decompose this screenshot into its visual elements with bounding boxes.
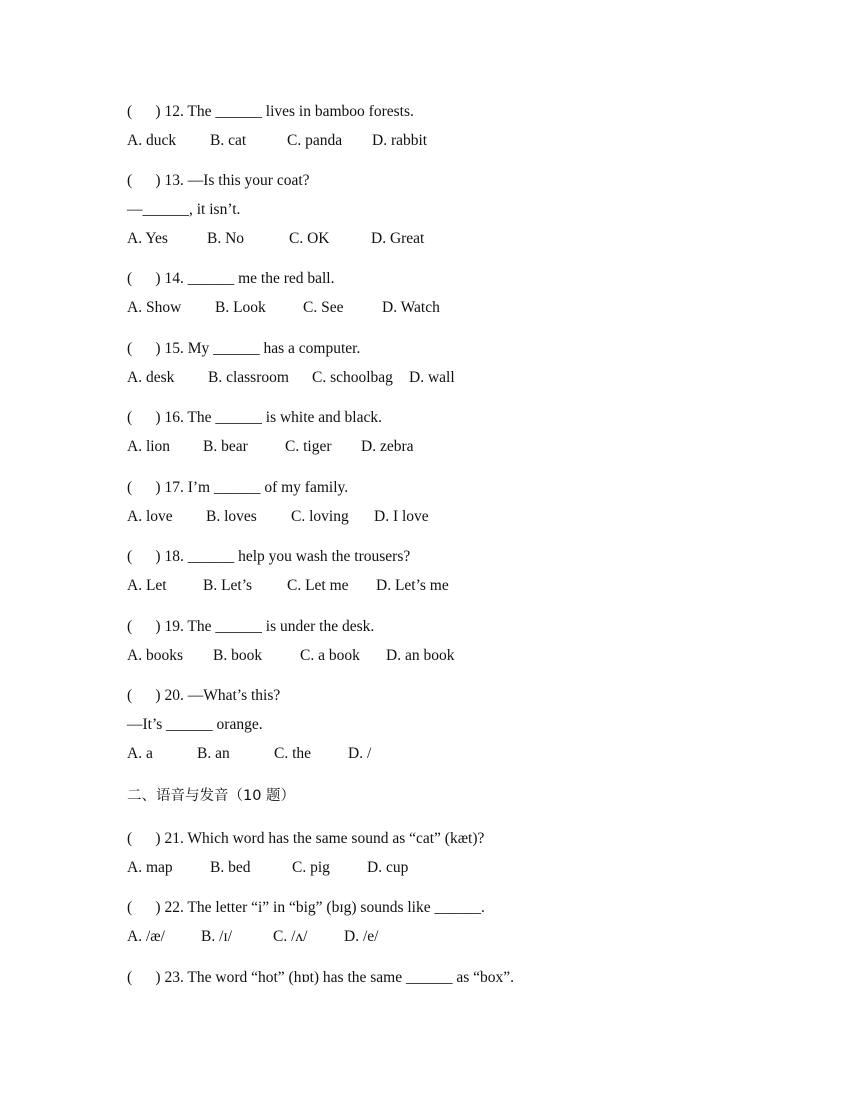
q21-option-b: B. bed bbox=[210, 859, 251, 876]
q19-option-d: D. an book bbox=[386, 647, 455, 664]
q17-option-d: D. I love bbox=[374, 508, 429, 525]
question-14-options bbox=[127, 298, 727, 318]
q16-option-a: A. lion bbox=[127, 438, 171, 455]
q15-option-c: C. schoolbag bbox=[312, 369, 393, 386]
question-18-stem: ( ) 18. ______ help you wash the trousers? bbox=[127, 548, 411, 565]
q17-option-b: B. loves bbox=[206, 508, 257, 525]
q22-option-c: C. /ʌ/ bbox=[273, 928, 308, 945]
q17-option-c: C. loving bbox=[291, 508, 349, 525]
question-22-options bbox=[127, 927, 727, 947]
question-19-options bbox=[127, 646, 727, 666]
question-20-stem: ( ) 20. —What’s this? bbox=[127, 687, 281, 704]
q16-option-c: C. tiger bbox=[285, 438, 332, 455]
q19-option-b: B. book bbox=[213, 647, 263, 664]
q14-option-a: A. Show bbox=[127, 299, 182, 316]
q22-option-b: B. /ɪ/ bbox=[201, 928, 233, 945]
question-12-stem: ( ) 12. The ______ lives in bamboo forests. bbox=[127, 103, 414, 120]
q18-option-a: A. Let bbox=[127, 577, 167, 594]
q16-option-b: B. bear bbox=[203, 438, 248, 455]
question-22-stem: ( ) 22. The letter “i” in “big” (bɪg) sounds like ______. bbox=[127, 899, 485, 916]
question-20-options bbox=[127, 744, 727, 764]
q20-option-d: D. / bbox=[348, 745, 372, 762]
q22-option-a: A. /æ/ bbox=[127, 928, 165, 945]
question-23-stem: ( ) 23. The word “hot” (hɒt) has the same ______ as “box”. bbox=[127, 969, 515, 986]
question-21-stem: ( ) 21. Which word has the same sound as “cat” (kæt)? bbox=[127, 830, 485, 847]
question-18-options bbox=[127, 576, 727, 596]
q13-option-a: A. Yes bbox=[127, 230, 168, 247]
q12-option-b: B. cat bbox=[210, 132, 247, 149]
q13-option-d: D. Great bbox=[371, 230, 425, 247]
q12-option-a: A. duck bbox=[127, 132, 177, 149]
q20-option-a: A. a bbox=[127, 745, 153, 762]
q17-option-a: A. love bbox=[127, 508, 173, 525]
question-14-stem: ( ) 14. ______ me the red ball. bbox=[127, 270, 335, 287]
q18-option-b: B. Let’s bbox=[203, 577, 253, 594]
q13-option-c: C. OK bbox=[289, 230, 330, 247]
question-17-options bbox=[127, 507, 727, 527]
question-15-stem: ( ) 15. My ______ has a computer. bbox=[127, 340, 361, 357]
q14-option-d: D. Watch bbox=[382, 299, 440, 316]
question-12-options bbox=[127, 131, 727, 151]
question-13-stem: ( ) 13. —Is this your coat? bbox=[127, 172, 310, 189]
q18-option-c: C. Let me bbox=[287, 577, 349, 594]
q15-option-b: B. classroom bbox=[208, 369, 289, 386]
question-20-reply: —It’s ______ orange. bbox=[127, 716, 263, 733]
question-21-options bbox=[127, 858, 727, 878]
q12-option-d: D. rabbit bbox=[372, 132, 428, 149]
q13-option-b: B. No bbox=[207, 230, 245, 247]
q20-option-c: C. the bbox=[274, 745, 312, 762]
question-13-options bbox=[127, 229, 727, 249]
q14-option-c: C. See bbox=[303, 299, 344, 316]
question-15-options bbox=[127, 368, 727, 388]
q19-option-a: A. books bbox=[127, 647, 183, 664]
q21-option-c: C. pig bbox=[292, 859, 330, 876]
q12-option-c: C. panda bbox=[287, 132, 343, 149]
q20-option-b: B. an bbox=[197, 745, 230, 762]
question-16-options bbox=[127, 437, 727, 457]
q15-option-d: D. wall bbox=[409, 369, 455, 386]
q14-option-b: B. Look bbox=[215, 299, 266, 316]
question-17-stem: ( ) 17. I’m ______ of my family. bbox=[127, 479, 349, 496]
q19-option-c: C. a book bbox=[300, 647, 360, 664]
q22-option-d: D. /e/ bbox=[344, 928, 379, 945]
q16-option-d: D. zebra bbox=[361, 438, 414, 455]
question-19-stem: ( ) 19. The ______ is under the desk. bbox=[127, 618, 375, 635]
q21-option-d: D. cup bbox=[367, 859, 409, 876]
question-13-reply: —______, it isn’t. bbox=[127, 201, 241, 218]
question-16-stem: ( ) 16. The ______ is white and black. bbox=[127, 409, 382, 426]
q15-option-a: A. desk bbox=[127, 369, 175, 386]
q21-option-a: A. map bbox=[127, 859, 173, 876]
q18-option-d: D. Let’s me bbox=[376, 577, 449, 594]
section-heading: 二、语音与发音（10 题） bbox=[127, 788, 296, 804]
